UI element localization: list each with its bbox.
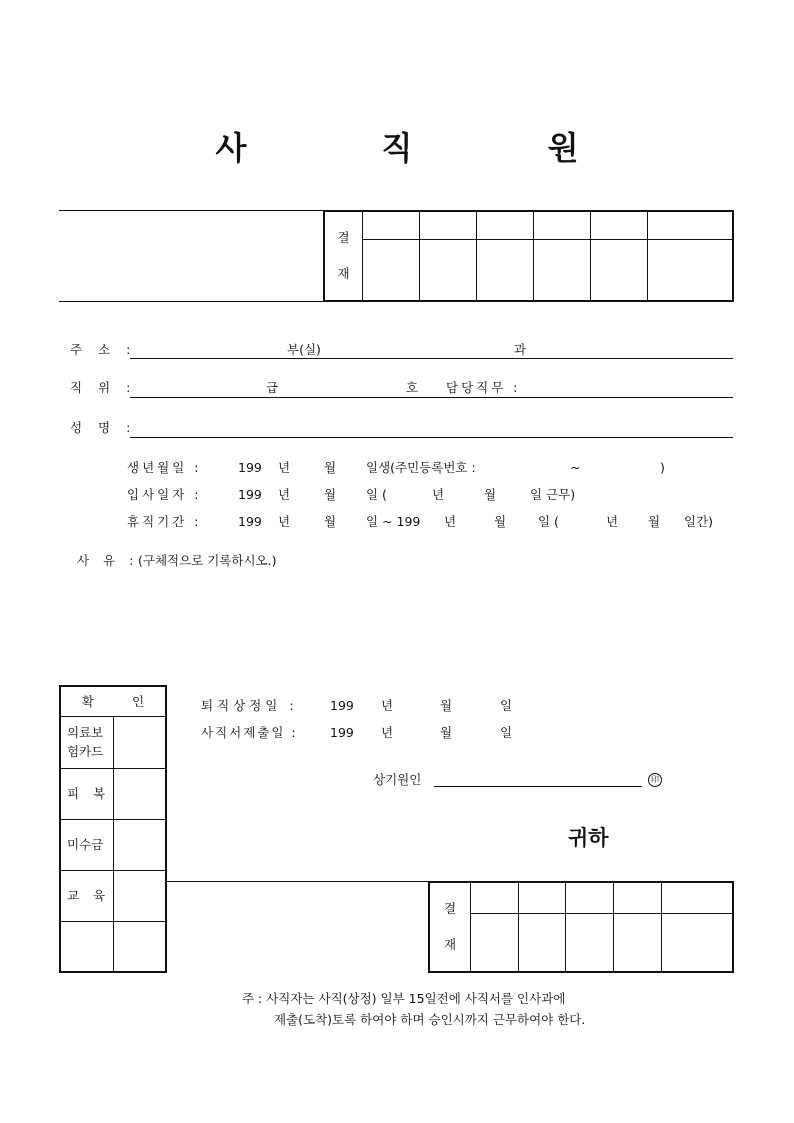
leave-label: 휴직기간 : xyxy=(127,514,202,529)
submit-d: 일 xyxy=(500,725,513,740)
retire-label: 퇴직상정일 : xyxy=(201,698,298,713)
approval-sign-cell[interactable] xyxy=(471,913,519,972)
top-rule-bottom xyxy=(59,301,325,302)
approval-sign-cell[interactable] xyxy=(591,239,648,301)
join-y: 년 xyxy=(278,487,291,502)
birth-born: 일생(주민등록번호 : xyxy=(366,460,476,475)
check-row-label: 교 육 xyxy=(60,870,114,921)
retire-year: 199 xyxy=(330,698,354,713)
check-table xyxy=(59,685,167,973)
join-label: 입사일자 : xyxy=(127,487,202,502)
leave-d3: 일간) xyxy=(684,514,714,529)
birth-y: 년 xyxy=(278,460,291,475)
approval-sign-cell[interactable] xyxy=(518,913,566,972)
retire-m: 월 xyxy=(440,698,453,713)
reason-label: 사 유 : xyxy=(77,553,134,568)
check-row-cell[interactable] xyxy=(114,819,167,870)
address-section: 과 xyxy=(514,342,527,357)
submit-label: 사직서제출일 : xyxy=(201,725,298,740)
approval-label xyxy=(324,211,363,301)
check-header-b: 인 xyxy=(132,693,145,709)
approval-sign-cell[interactable] xyxy=(614,913,662,972)
position-field[interactable] xyxy=(130,397,733,398)
check-row-label: 미수금 xyxy=(60,819,114,870)
position-label: 직 위 : xyxy=(70,380,137,395)
join-y2: 년 xyxy=(432,487,445,502)
join-year: 199 xyxy=(238,487,262,502)
submit-m: 월 xyxy=(440,725,453,740)
birth-year: 199 xyxy=(238,460,262,475)
leave-d-open: 일 ( xyxy=(538,514,559,529)
check-header-a: 확 xyxy=(81,693,94,709)
check-row-cell[interactable] xyxy=(114,716,167,768)
check-row-cell[interactable] xyxy=(114,921,167,972)
retire-d: 일 xyxy=(500,698,513,713)
approval-sign-cell[interactable] xyxy=(420,239,477,301)
address-field[interactable] xyxy=(130,358,733,359)
approval-cell[interactable] xyxy=(534,211,591,239)
retire-y: 년 xyxy=(381,698,394,713)
approval-label-a: 결 xyxy=(443,901,457,916)
check-row-label: 피 복 xyxy=(60,768,114,819)
check-row-cell[interactable] xyxy=(114,870,167,921)
approval-sign-cell[interactable] xyxy=(477,239,534,301)
approval-cell[interactable] xyxy=(363,211,420,239)
birth-m: 월 xyxy=(324,460,337,475)
page-title: 사 직 원 xyxy=(215,129,641,167)
leave-d-tilde: 일 ~ 199 xyxy=(366,514,421,529)
check-row-label xyxy=(60,921,114,972)
name-field[interactable] xyxy=(130,437,733,438)
approval-sign-cell[interactable] xyxy=(648,239,734,301)
leave-m: 월 xyxy=(324,514,337,529)
approval-label xyxy=(429,882,471,972)
submit-year: 199 xyxy=(330,725,354,740)
birth-label: 생년월일 : xyxy=(127,460,202,475)
approval-cell[interactable] xyxy=(648,211,734,239)
address-dept: 부(실) xyxy=(287,342,321,357)
leave-y3: 년 xyxy=(606,514,619,529)
check-row-label: 의료보 험카드 xyxy=(60,716,114,768)
recipient: 귀하 xyxy=(568,826,609,850)
join-d2: 일 근무) xyxy=(530,487,576,502)
approval-cell[interactable] xyxy=(420,211,477,239)
approval-table-bottom xyxy=(428,881,734,973)
note-line-1: 주 : 사직자는 사직(상정) 일부 15일전에 사직서를 인사과에 xyxy=(242,991,566,1006)
position-duty: 담당직무 : xyxy=(446,380,521,395)
approval-sign-cell[interactable] xyxy=(363,239,420,301)
approval-table-top xyxy=(323,210,734,302)
leave-y: 년 xyxy=(278,514,291,529)
approval-cell[interactable] xyxy=(518,882,566,913)
leave-y2: 년 xyxy=(444,514,457,529)
top-rule xyxy=(59,210,325,211)
signature-field[interactable] xyxy=(434,786,642,787)
approval-cell[interactable] xyxy=(591,211,648,239)
check-row-cell[interactable] xyxy=(114,768,167,819)
approval-cell[interactable] xyxy=(477,211,534,239)
approval-cell[interactable] xyxy=(661,882,733,913)
approval-cell[interactable] xyxy=(471,882,519,913)
approval-cell[interactable] xyxy=(566,882,614,913)
join-d-open: 일 ( xyxy=(366,487,387,502)
approval-sign-cell[interactable] xyxy=(661,913,733,972)
signature-label: 상기원인 xyxy=(373,772,422,787)
reason-hint: (구체적으로 기록하시오.) xyxy=(138,553,277,568)
approval-label-a: 결 xyxy=(337,230,350,245)
approval-label-b: 재 xyxy=(337,266,350,281)
leave-m3: 월 xyxy=(648,514,661,529)
birth-close: ) xyxy=(660,460,665,475)
position-grade: 급 xyxy=(266,380,279,395)
approval-sign-cell[interactable] xyxy=(534,239,591,301)
approval-sign-cell[interactable] xyxy=(566,913,614,972)
approval-label-b: 재 xyxy=(443,937,457,952)
birth-tilde: ~ xyxy=(570,460,581,475)
address-label: 주 소 : xyxy=(70,342,137,357)
note-line-2: 제출(도착)토록 하여야 하며 승인시까지 근무하여야 한다. xyxy=(274,1012,586,1027)
join-m2: 월 xyxy=(484,487,497,502)
leave-m2: 월 xyxy=(494,514,507,529)
approval-cell[interactable] xyxy=(614,882,662,913)
check-header xyxy=(60,686,166,716)
name-label: 성 명 : xyxy=(70,420,137,435)
submit-y: 년 xyxy=(381,725,394,740)
join-m: 월 xyxy=(324,487,337,502)
position-number: 호 xyxy=(406,380,419,395)
seal-icon: 印 xyxy=(648,773,662,787)
bottom-rule xyxy=(167,881,429,882)
leave-year: 199 xyxy=(238,514,262,529)
